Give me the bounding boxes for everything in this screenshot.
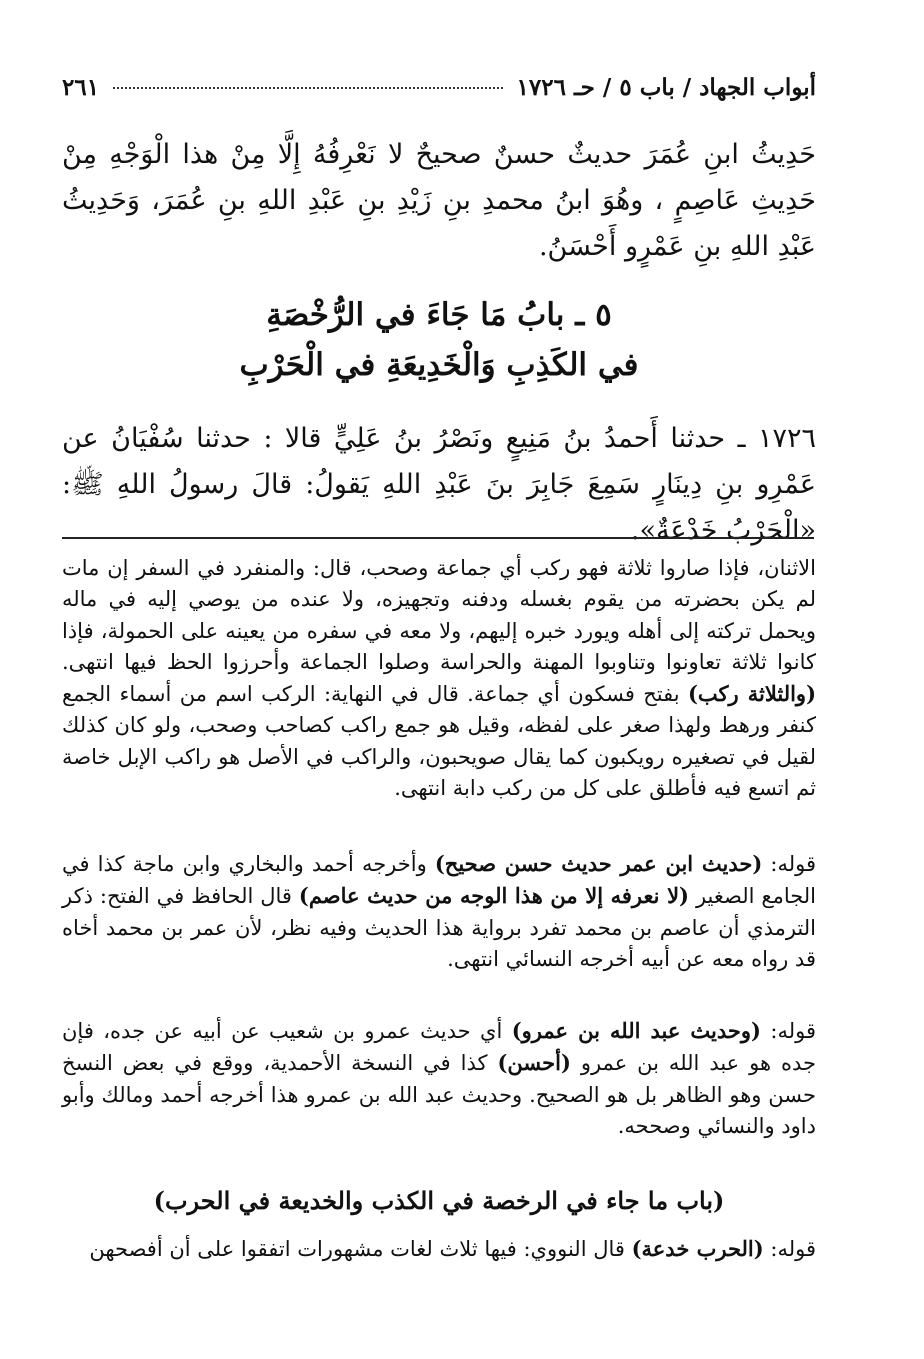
- hadith-text: ١٧٢٦ ـ حدثنا أَحمدُ بنُ مَنِيعٍ ونَصْرُ بنُ عَلِيٍّ قالا : حدثنا سُفْيَانُ عن عَمْرِو بنِ دِينَارٍ سَمِعَ جَابِرَ بنَ عَبْدِ اللهِ يَقولُ: قالَ رسولُ اللهِ ﷺ: «الْحَرْبُ خَدْعَةٌ».: [62, 423, 816, 546]
- commentary-text: الاثنان، فإذا صاروا ثلاثة فهو ركب أي جماعة وصحب، قال: والمنفرد في السفر إن مات لم يكن بحضرته من يقوم بغسله ودفنه وتجهيزه، ولا عنده من يوصي إليه في ماله ويحمل تركته إلى أهله ويورد خبره إليهم، ولا معه في سفره من يعينه على الحمولة، فإذا كانوا ثلاثة تعاونوا وتناوبوا المهنة والحراسة وصلوا الجماعة وأحرزوا الحظ فيها انتهى.: [62, 556, 816, 674]
- dot-leader: [113, 87, 502, 89]
- footnote-divider: [62, 537, 814, 539]
- chapter-heading-line-1: ٥ ـ بابُ مَا جَاءَ في الرُّخْصَةِ: [266, 297, 612, 333]
- commentary-bold-term: (وحديث عبد الله بن عمرو): [511, 1018, 761, 1043]
- commentary-text: قال النووي: فيها ثلاث لغات مشهورات اتفقوا على أن أفصحهن: [89, 1237, 632, 1261]
- commentary-paragraph-2: [62, 848, 816, 975]
- commentary-bold-term: (حديث ابن عمر حديث حسن صحيح): [434, 851, 763, 876]
- commentary-text: أي حديث عمرو بن شعيب عن أبيه عن جده، فإن جده هو عبد الله بن عمرو: [62, 1019, 817, 1076]
- commentary-paragraph-3: [62, 1015, 816, 1142]
- commentary-text: قوله:: [760, 1019, 817, 1043]
- commentary-text: قوله:: [762, 852, 817, 876]
- commentary-bold-term: (أحسن): [497, 1050, 571, 1076]
- commentary-paragraph-1: [62, 553, 816, 804]
- commentary-section-heading: (باب ما جاء في الرخصة في الكذب والخديعة في الحرب): [153, 1186, 725, 1215]
- chapter-heading: [62, 290, 816, 390]
- commentary-paragraph-4: [62, 1233, 816, 1265]
- commentary-bold-term: (الحرب خدعة): [631, 1236, 764, 1261]
- page-number: ٢٦١: [62, 74, 100, 101]
- commentary-text: كذا في النسخة الأحمدية، ووقع في بعض النسخ حسن وهو الظاهر بل هو الصحيح. وحديث عبد الله بن عمرو هذا أخرجه أحمد ومالك وأبو داود والنسائي وصححه.: [62, 1051, 816, 1138]
- main-text-paragraph: حَدِيثُ ابنِ عُمَرَ حديثٌ حسنٌ صحيحٌ لا نَعْرِفُهُ إِلَّا مِنْ هذا الْوَجْهِ مِنْ حَدِيثِ عَاصِمٍ ، وهُوَ ابنُ محمدِ بنِ زَيْدِ بنِ عَبْدِ اللهِ بنِ عُمَرَ، وَحَدِيثُ عَبْدِ اللهِ بنِ عَمْرٍو أَحْسَنُ.: [62, 139, 816, 262]
- running-header: [62, 74, 816, 114]
- running-title: أبواب الجهاد / باب ٥ / حـ ١٧٢٦: [516, 74, 816, 101]
- commentary-text: وأخرجه أحمد والبخاري وابن ماجة كذا في الجامع الصغير: [62, 852, 817, 909]
- commentary-text: بفتح فسكون أي جماعة. قال في النهاية: الركب اسم من أسماء الجمع كنفر ورهط ولهذا صغر على لفظه، وقيل هو جمع راكب كصاحب وصحب، ولو كان كذلك لقيل في تصغيره رويكبون كما يقال صويحبون، والراكب في الأصل هو راكب الإبل خاصة ثم اتسع فيه فأطلق على كل من ركب دابة انتهى.: [62, 682, 816, 801]
- commentary-text: قال الحافظ في الفتح: ذكر الترمذي أن عاصم بن محمد تفرد برواية هذا الحديث وفيه نظر، لأن عمر بن محمد أخاه قد رواه معه عن أبيه أخرجه النسائي انتهى.: [62, 884, 816, 971]
- commentary-text: قوله:: [763, 1237, 816, 1261]
- commentary-bold-term: (والثلاثة ركب): [688, 681, 816, 707]
- chapter-heading-line-2: في الكَذِبِ وَالْخَدِيعَةِ في الْحَرْبِ: [239, 347, 639, 383]
- commentary-bold-term: (لا نعرفه إلا من هذا الوجه من حديث عاصم): [298, 883, 689, 909]
